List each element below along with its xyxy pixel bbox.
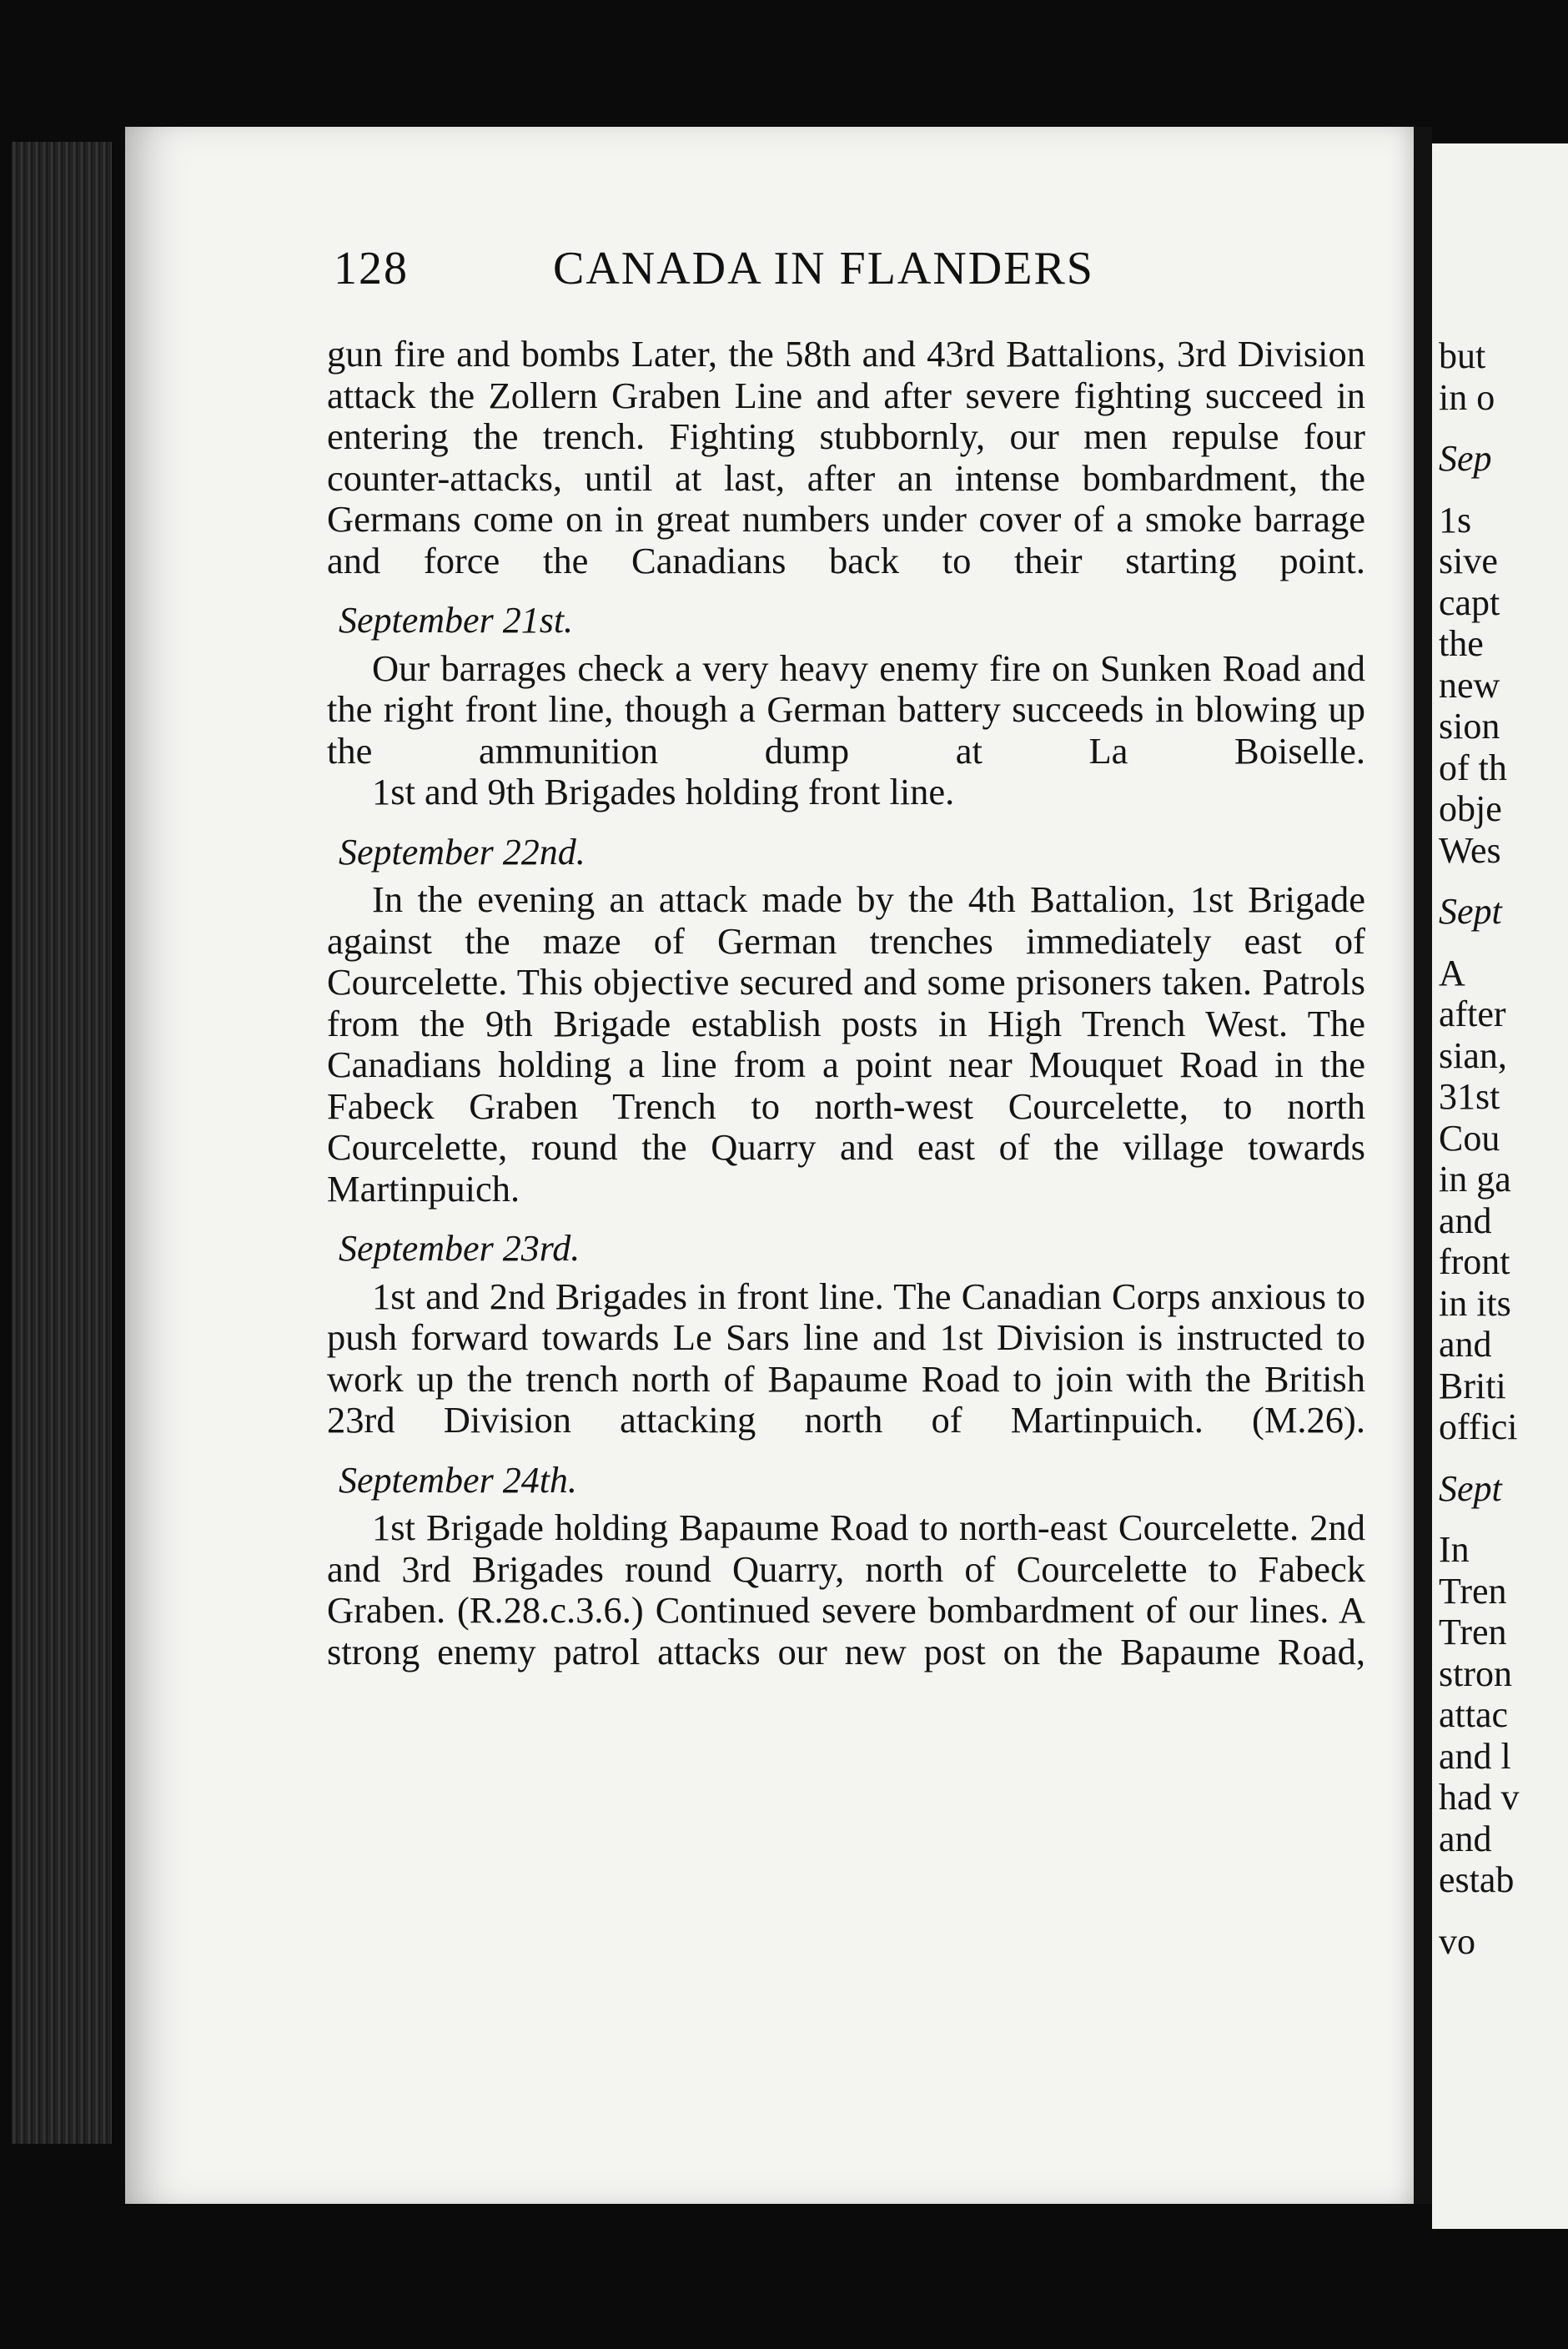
right-page-line: in its xyxy=(1439,1282,1511,1324)
right-page-line: obje xyxy=(1439,788,1502,829)
right-page-line: Tren xyxy=(1439,1570,1507,1612)
right-page-line: estab xyxy=(1439,1859,1515,1900)
right-page-line: had v xyxy=(1439,1777,1520,1818)
section-date-sept-21: September 21st. xyxy=(339,600,574,641)
right-page-line: the xyxy=(1439,623,1484,664)
running-title: CANADA IN FLANDERS xyxy=(553,243,1094,294)
body-text xyxy=(327,334,1365,1672)
right-page-line: 1s xyxy=(1439,499,1472,541)
paragraph-sept-24: 1st Brigade holding Bapaume Road to north-east Courcelette. 2nd and 3rd Brigades round Quarry, north of Courcelette to Fabeck Graben. (R.28.c.3.6.) Continued severe bombardment of our lines. A strong enemy patrol attacks our new post on the Bapaume Road, xyxy=(327,1506,1365,1672)
right-page-line: in o xyxy=(1439,376,1495,418)
right-page-line: and xyxy=(1439,1200,1492,1241)
right-page-line xyxy=(1439,480,1520,500)
right-page-line: new xyxy=(1439,664,1500,706)
right-page-line: after xyxy=(1439,993,1506,1034)
right-page-line: A xyxy=(1439,952,1465,993)
page-number: 128 xyxy=(334,243,409,294)
right-page-line xyxy=(1439,1448,1520,1468)
right-page-line: stron xyxy=(1439,1652,1512,1694)
paragraph-sept-21-b: 1st and 9th Brigades holding front line. xyxy=(372,771,955,812)
section-date-sept-23: September 23rd. xyxy=(339,1228,580,1269)
book-gutter xyxy=(1414,127,1432,2204)
right-page-line: Sept xyxy=(1439,891,1502,932)
right-page-line: and xyxy=(1439,1324,1492,1365)
right-page-line xyxy=(1439,933,1520,953)
right-page-line: sion xyxy=(1439,706,1500,747)
right-page-line: front xyxy=(1439,1241,1510,1282)
section-date-sept-22: September 22nd. xyxy=(339,831,585,873)
right-page-line: capt xyxy=(1439,581,1500,623)
right-page-line: Tren xyxy=(1439,1612,1507,1652)
right-page-line: Cou xyxy=(1439,1117,1500,1159)
intro-paragraph: gun fire and bombs Later, the 58th and 43rd Battalions, 3rd Division attack the Zollern Graben Line and after severe fighting succeed in entering the trench. Fighting stubbornly, our men repulse four counter-attacks, until at last, after an intense bombardment, the Germans come on in great numbers under cover of a smoke barrage and force the Canadians back to their starting point. xyxy=(327,333,1365,581)
right-page-line: and xyxy=(1439,1818,1492,1859)
right-page-line: of th xyxy=(1439,747,1507,788)
right-page-text-fragments xyxy=(1439,335,1520,1962)
paragraph-sept-22: In the evening an attack made by the 4th Battalion, 1st Brigade against the maze of German trenches immediately east of Courcelette. This objective secured and some prisoners taken. Patrols from the 9th Brigade establish posts in High Trench West. The Canadians holding a line from a point near Mouquet Road in the Fabeck Graben Trench to north-west Courcelette, to north Courcelette, round the Quarry and east of the village towards Martinpuich. xyxy=(327,878,1365,1210)
right-page-line: 31st xyxy=(1439,1076,1500,1117)
right-page-line: Wes xyxy=(1439,829,1501,871)
right-page-line xyxy=(1439,418,1520,438)
right-page-line: sian, xyxy=(1439,1034,1507,1076)
right-page-line xyxy=(1439,1509,1520,1529)
right-page-edge xyxy=(1432,143,1568,2229)
right-page-line: attac xyxy=(1439,1694,1509,1735)
right-page-line xyxy=(1439,871,1520,891)
paragraph-sept-23: 1st and 2nd Brigades in front line. The Canadian Corps anxious to push forward towards Le Sars line and 1st Division is instructed to work up the trench north of Bapaume Road to join with the British 23rd Division attacking north of Martinpuich. (M.26). xyxy=(327,1275,1365,1441)
section-date-sept-24: September 24th. xyxy=(339,1459,577,1501)
right-page-line: Sep xyxy=(1439,438,1492,479)
book-page-edges xyxy=(12,142,112,2144)
right-page-line: sive xyxy=(1439,541,1498,581)
right-page-line xyxy=(1439,1901,1520,1921)
paragraph-sept-21-a: Our barrages check a very heavy enemy fire on Sunken Road and the right front line, though a German battery succeeds in blowing up the ammunition dump at La Boiselle. xyxy=(327,646,1365,772)
right-page-line: but xyxy=(1439,335,1486,376)
right-page-line: Sept xyxy=(1439,1467,1502,1509)
right-page-line: In xyxy=(1439,1529,1470,1570)
right-page-line: in ga xyxy=(1439,1159,1511,1200)
right-page-line: offici xyxy=(1439,1406,1518,1447)
right-page-line: and l xyxy=(1439,1735,1511,1777)
right-page-line: Briti xyxy=(1439,1365,1506,1406)
right-page-line: vo xyxy=(1439,1920,1475,1962)
